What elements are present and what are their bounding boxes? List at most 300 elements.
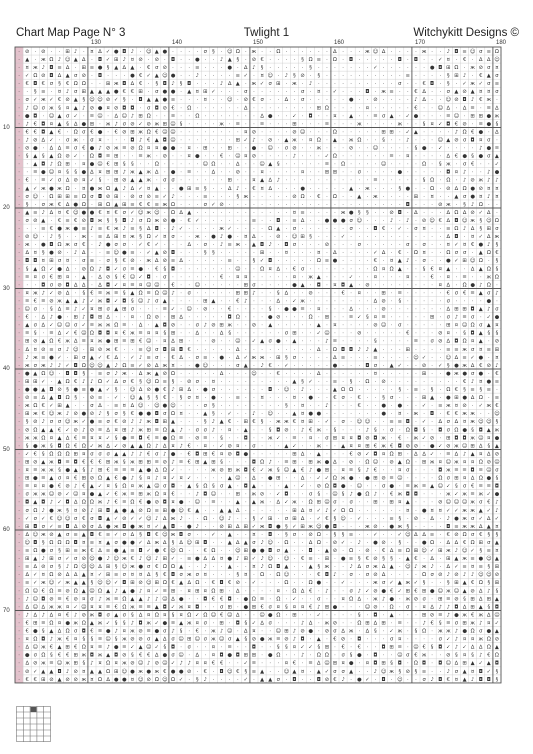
stitch-cell-symbol: · [383,492,385,498]
stitch-cell-symbol: ¤ [301,604,305,610]
stitch-cell-symbol: ● [341,218,346,224]
stitch-cell-symbol: · [196,202,198,208]
stitch-cell-symbol: ▲ [58,113,62,119]
stitch-cell-symbol: € [430,266,433,272]
stitch-cell-symbol: · [196,347,198,353]
stitch-cell-symbol: · [439,129,441,135]
stitch-cell-symbol: · [277,105,279,111]
stitch-cell-symbol: · [229,129,231,135]
stitch-cell-symbol: · [342,129,344,135]
stitch-cell-symbol: ● [106,524,111,530]
stitch-cell-symbol: € [188,460,191,466]
stitch-cell-symbol: · [294,427,296,433]
stitch-cell-symbol: ◘ [317,282,321,288]
stitch-cell-symbol: · [261,347,263,353]
stitch-cell-symbol: ⊘ [438,331,442,337]
stitch-cell-symbol: § [26,266,29,272]
stitch-cell-symbol: · [399,572,401,578]
stitch-cell-symbol: ж [130,564,135,570]
stitch-cell-symbol: · [286,435,288,441]
stitch-cell-symbol: · [245,500,247,506]
stitch-cell-symbol: · [439,170,441,176]
stitch-cell-symbol: ⊞ [292,451,296,457]
stitch-cell-symbol: ⊘ [470,178,474,184]
stitch-cell-symbol: ∆ [113,355,118,361]
stitch-cell-symbol: · [204,532,206,538]
stitch-cell-symbol: · [261,532,263,538]
stitch-cell-symbol: · [423,210,425,216]
stitch-cell-symbol: ● [211,234,216,240]
stitch-cell-symbol: · [310,210,312,216]
stitch-cell-symbol: § [131,612,134,618]
stitch-cell-symbol: ▲ [276,226,280,232]
stitch-cell-symbol: ▲ [106,89,110,95]
stitch-cell-symbol: ⊘ [163,218,167,224]
stitch-cell-symbol: · [294,97,296,103]
stitch-cell-symbol: · [294,186,296,192]
stitch-cell-symbol: ● [146,468,151,474]
stitch-cell-symbol: ⊞ [454,395,458,401]
stitch-cell-symbol: ◘ [252,645,256,651]
stitch-cell-symbol: ☺ [49,491,54,498]
stitch-cell-symbol: · [213,516,215,522]
stitch-cell-symbol: ◘ [41,282,45,288]
stitch-cell-symbol: · [294,49,296,55]
stitch-cell-symbol: · [439,516,441,522]
stitch-cell-symbol: ж [130,629,135,635]
stitch-cell-symbol: ≡ [260,121,264,127]
stitch-cell-symbol: · [431,49,433,55]
stitch-cell-symbol: ● [171,146,176,152]
stitch-cell-symbol: · [431,355,433,361]
stitch-cell-symbol: σ [447,476,451,482]
stitch-cell-symbol: · [407,194,409,200]
stitch-cell-symbol: · [253,307,255,313]
stitch-cell-symbol: ¤ [123,403,127,409]
stitch-cell-symbol: ж [462,612,467,618]
stitch-cell-symbol: § [285,604,288,610]
stitch-cell-symbol: ● [90,162,95,168]
stitch-cell-symbol: · [67,234,69,240]
stitch-cell-symbol: · [221,339,223,345]
stitch-cell-symbol: ⊘ [252,57,256,63]
stitch-cell-symbol: σ [341,395,345,401]
stitch-cell-symbol: · [375,57,377,63]
stitch-cell-symbol: ⊘ [195,435,199,441]
stitch-cell-symbol: ⊘ [25,669,29,675]
stitch-cell-symbol: ♪ [42,556,45,562]
stitch-cell-symbol: · [26,170,28,176]
stitch-cell-symbol: ▲ [284,484,288,490]
stitch-cell-symbol: · [415,604,417,610]
stitch-cell-symbol: ¤ [244,129,248,135]
stitch-cell-symbol: · [375,645,377,651]
stitch-cell-symbol: · [399,97,401,103]
stitch-cell-symbol: ¤ [252,178,256,184]
stitch-cell-symbol: ¤ [252,532,256,538]
stitch-cell-symbol: · [188,121,190,127]
stitch-cell-symbol: · [123,355,125,361]
stitch-cell-symbol: · [294,258,296,264]
stitch-cell-symbol: ▲ [398,266,402,272]
stitch-cell-symbol: ¤ [422,226,426,232]
stitch-cell-symbol: Ω [430,540,434,546]
stitch-cell-symbol: ✓ [406,129,410,135]
stitch-cell-symbol: · [391,138,393,144]
stitch-cell-symbol: ⊞ [106,572,110,578]
stitch-cell-symbol: ¤ [123,234,127,240]
stitch-cell-symbol: ж [454,371,459,377]
stitch-cell-symbol: · [286,258,288,264]
stitch-cell-symbol: ⊘ [163,65,167,71]
stitch-cell-symbol: · [229,460,231,466]
stitch-cell-symbol: · [367,138,369,144]
stitch-cell-symbol: ▲ [228,57,232,63]
stitch-cell-symbol: § [212,484,215,490]
stitch-cell-symbol: · [383,121,385,127]
stitch-cell-symbol: Ω [49,339,53,345]
stitch-cell-symbol: · [196,242,198,248]
stitch-cell-symbol: · [310,49,312,55]
stitch-cell-symbol: ◘ [398,443,402,449]
stitch-cell-symbol: ∆ [332,250,337,256]
stitch-cell-symbol: · [204,653,206,659]
stitch-cell-symbol: · [188,113,190,119]
stitch-cell-symbol: ⊞ [25,524,29,530]
stitch-cell-symbol: ▲ [317,274,321,280]
stitch-cell-symbol: ж [341,210,346,216]
stitch-cell-symbol: · [391,242,393,248]
stitch-cell-symbol: ✓ [284,500,288,506]
stitch-cell-symbol: ▲ [58,677,62,683]
stitch-cell-symbol: · [42,307,44,313]
stitch-cell-symbol: ● [470,186,475,192]
stitch-cell-symbol: € [430,274,433,280]
stitch-cell-symbol: · [180,113,182,119]
stitch-cell-symbol: · [439,242,441,248]
stitch-cell-symbol: σ [358,170,362,176]
stitch-cell-symbol: ⊘ [122,419,126,425]
stitch-cell-symbol: ▲ [220,508,224,514]
stitch-cell-symbol: § [245,669,248,675]
stitch-cell-symbol: · [302,580,304,586]
stitch-cell-symbol: ✓ [308,645,312,651]
stitch-cell-symbol: ¤ [139,572,143,578]
stitch-cell-symbol: · [188,323,190,329]
stitch-cell-symbol: σ [495,73,499,79]
stitch-cell-symbol: ж [470,524,475,530]
stitch-cell-symbol: ♪ [115,629,118,635]
stitch-cell-symbol: ◘ [268,387,272,393]
stitch-cell-symbol: ¤ [228,427,232,433]
stitch-cell-symbol: ≡ [49,331,53,337]
stitch-cell-symbol: σ [106,451,110,457]
stitch-cell-symbol: · [204,178,206,184]
stitch-cell-symbol: ⊘ [211,339,215,345]
stitch-cell-symbol: · [391,105,393,111]
stitch-cell-symbol: σ [479,629,483,635]
stitch-cell-symbol: ∆ [300,218,305,224]
stitch-cell-symbol: ☺ [73,491,78,498]
stitch-cell-symbol: · [269,669,271,675]
stitch-cell-symbol: ¤ [333,323,337,329]
stitch-cell-symbol: ✓ [373,65,377,71]
stitch-cell-symbol: ⊘ [462,403,466,409]
stitch-cell-symbol: ¤ [471,339,475,345]
stitch-cell-symbol: · [188,500,190,506]
stitch-cell-symbol: ♪ [98,146,101,152]
stitch-cell-symbol: ⊞ [470,604,474,610]
stitch-cell-symbol: σ [447,299,451,305]
stitch-cell-symbol: σ [447,89,451,95]
stitch-cell-symbol: · [383,460,385,466]
stitch-cell-symbol: ▲ [122,451,126,457]
stitch-cell-symbol: σ [439,637,443,643]
stitch-cell-symbol: § [42,154,45,160]
stitch-cell-symbol: · [439,49,441,55]
stitch-cell-symbol: ⊘ [106,194,110,200]
stitch-cell-symbol: ◘ [236,653,240,659]
stitch-cell-symbol: ¤ [309,508,313,514]
stitch-cell-symbol: σ [463,138,467,144]
stitch-cell-symbol: · [213,347,215,353]
stitch-cell-symbol: · [480,315,482,321]
stitch-cell-symbol: ✓ [276,435,280,441]
stitch-cell-symbol: ▲ [114,307,118,313]
stitch-cell-symbol: ☺ [162,531,167,538]
stitch-cell-symbol: · [302,258,304,264]
stitch-cell-symbol: ⊞ [268,516,272,522]
stitch-cell-symbol: · [277,363,279,369]
stitch-cell-symbol: ⊘ [82,556,86,562]
stitch-cell-symbol: ▲ [98,89,102,95]
stitch-cell-symbol: ж [462,411,467,417]
stitch-cell-symbol: ◘ [41,637,45,643]
stitch-cell-symbol: ● [495,170,500,176]
stitch-cell-symbol: · [367,218,369,224]
stitch-cell-symbol: ♪ [50,363,53,369]
stitch-cell-symbol: § [277,162,280,168]
stitch-cell-symbol: ◘ [82,629,86,635]
stitch-cell-symbol: ● [41,170,46,176]
stitch-cell-symbol: € [479,73,482,79]
stitch-cell-symbol: ▲ [114,451,118,457]
page-position-thumbnail [16,706,51,742]
stitch-cell-symbol: € [471,162,474,168]
stitch-cell-symbol: ✓ [33,669,37,675]
stitch-cell-symbol: ☺ [81,563,86,570]
stitch-cell-symbol: ∆ [486,234,491,240]
stitch-cell-symbol: ● [33,476,38,482]
stitch-cell-symbol: · [342,403,344,409]
stitch-cell-symbol: ≡ [487,548,491,554]
stitch-cell-symbol: · [115,73,117,79]
stitch-cell-symbol: σ [34,363,38,369]
stitch-cell-symbol: ⊞ [130,339,134,345]
stitch-cell-symbol: · [269,170,271,176]
stitch-cell-symbol: · [245,226,247,232]
stitch-cell-symbol: · [375,89,377,95]
stitch-cell-symbol: ☺ [154,281,159,288]
stitch-cell-symbol: ◘ [252,460,256,466]
stitch-cell-symbol: · [261,451,263,457]
stitch-cell-symbol: ≡ [98,290,102,296]
stitch-cell-symbol: ≡ [349,468,353,474]
stitch-cell-symbol: σ [293,532,297,538]
stitch-cell-symbol: ● [163,403,168,409]
stitch-cell-symbol: Ω [309,57,313,63]
stitch-cell-symbol: Ω [49,194,53,200]
stitch-cell-symbol: ⊞ [74,661,78,667]
stitch-cell-symbol: ⊘ [114,105,118,111]
stitch-cell-symbol: ▲ [260,178,264,184]
stitch-cell-symbol: · [415,299,417,305]
stitch-cell-symbol: € [374,258,377,264]
stitch-cell-symbol: · [229,170,231,176]
stitch-cell-symbol: ✓ [114,516,118,522]
stitch-cell-symbol: ∆ [170,339,175,345]
stitch-cell-symbol: ∆ [470,266,475,272]
stitch-cell-symbol: · [407,435,409,441]
stitch-cell-symbol: ☺ [478,571,483,578]
stitch-cell-symbol: ☺ [33,104,38,111]
stitch-cell-symbol: § [261,65,264,71]
stitch-cell-symbol: · [302,138,304,144]
stitch-cell-symbol: · [245,202,247,208]
stitch-cell-symbol: ¤ [447,331,451,337]
stitch-cell-symbol: σ [349,500,353,506]
stitch-cell-symbol: ♪ [220,234,223,240]
stitch-cell-symbol: ≡ [470,290,474,296]
stitch-cell-symbol: ∆ [421,532,426,538]
stitch-cell-symbol: · [18,194,20,200]
stitch-cell-symbol: Ω [122,484,126,490]
stitch-cell-symbol: ▲ [495,596,499,602]
stitch-cell-symbol: ⊘ [479,65,483,71]
stitch-cell-symbol: ж [98,323,103,329]
stitch-cell-symbol: ◘ [357,637,361,643]
stitch-cell-symbol: ¤ [252,629,256,635]
stitch-cell-symbol: ⊘ [438,500,442,506]
stitch-cell-symbol: · [188,194,190,200]
stitch-cell-symbol: · [245,113,247,119]
stitch-cell-symbol: ≡ [398,419,402,425]
stitch-cell-symbol: · [229,250,231,256]
stitch-cell-symbol: σ [106,307,110,313]
stitch-cell-symbol: ✓ [357,315,361,321]
stitch-cell-symbol: · [253,395,255,401]
stitch-cell-symbol: ¤ [430,508,434,514]
stitch-cell-symbol: ● [65,468,70,474]
stitch-cell-symbol: ∆ [195,653,200,659]
stitch-cell-symbol: · [407,621,409,627]
stitch-cell-symbol: · [431,323,433,329]
stitch-cell-symbol: · [180,105,182,111]
stitch-cell-symbol: · [237,564,239,570]
stitch-cell-symbol: Ω [438,476,442,482]
stitch-cell-symbol: ☺ [97,362,102,369]
stitch-cell-symbol: ● [106,629,111,635]
stitch-cell-symbol: ♪ [139,355,142,361]
stitch-cell-symbol: · [367,339,369,345]
stitch-cell-symbol: ☺ [446,354,451,361]
stitch-cell-symbol: ⊞ [446,556,450,562]
stitch-cell-symbol: ж [252,492,257,498]
stitch-cell-symbol: ∆ [97,548,102,554]
stitch-cell-symbol: · [253,331,255,337]
stitch-cell-symbol: · [269,129,271,135]
stitch-cell-symbol: · [358,113,360,119]
stitch-cell-symbol: ¤ [90,307,94,313]
stitch-cell-symbol: ● [171,669,176,675]
stitch-cell-symbol: · [26,89,28,95]
stitch-cell-symbol: · [383,339,385,345]
stitch-cell-symbol: · [326,492,328,498]
stitch-cell-symbol: ◘ [430,81,434,87]
stitch-cell-symbol: ✓ [373,532,377,538]
stitch-cell-symbol: · [423,282,425,288]
stitch-cell-symbol: · [75,274,77,280]
stitch-cell-symbol: ▲ [82,274,86,280]
stitch-cell-symbol: ● [90,387,95,393]
stitch-cell-symbol: ● [252,548,257,554]
stitch-cell-symbol: ♪ [455,629,458,635]
stitch-cell-symbol: ● [373,540,378,546]
stitch-cell-symbol: · [18,178,20,184]
stitch-cell-symbol: · [423,492,425,498]
stitch-cell-symbol: ◘ [90,653,94,659]
stitch-cell-symbol: · [302,443,304,449]
stitch-cell-symbol: · [237,97,239,103]
stitch-cell-symbol: · [375,379,377,385]
stitch-cell-symbol: · [350,258,352,264]
stitch-cell-symbol: ✓ [90,443,94,449]
stitch-cell-symbol: · [391,468,393,474]
stitch-cell-symbol: σ [163,411,167,417]
stitch-cell-symbol: σ [390,395,394,401]
stitch-cell-symbol: ▲ [25,186,29,192]
stitch-cell-symbol: · [18,492,20,498]
stitch-cell-symbol: ☺ [462,322,467,329]
stitch-cell-symbol: · [277,661,279,667]
stitch-cell-symbol: ☺ [235,475,240,482]
stitch-cell-symbol: § [399,669,402,675]
stitch-cell-symbol: · [407,210,409,216]
stitch-cell-symbol: · [391,234,393,240]
stitch-cell-symbol: ж [171,516,176,522]
stitch-cell-symbol: · [334,266,336,272]
stitch-cell-symbol: · [334,315,336,321]
stitch-cell-symbol: ♪ [131,476,134,482]
stitch-cell-symbol: ⊘ [244,97,248,103]
stitch-cell-symbol: ⊞ [292,121,296,127]
stitch-cell-symbol: ¤ [196,89,200,95]
stitch-cell-symbol: ▲ [463,669,467,675]
stitch-cell-symbol: · [431,299,433,305]
stitch-cell-symbol: · [213,443,215,449]
stitch-cell-symbol: ж [25,363,30,369]
stitch-cell-symbol: ☺ [97,96,102,103]
stitch-cell-symbol: € [479,363,482,369]
stitch-cell-symbol: ж [41,532,46,538]
stitch-cell-symbol: · [277,129,279,135]
stitch-cell-symbol: ж [114,226,119,232]
stitch-cell-symbol: σ [228,637,232,643]
stitch-cell-symbol: § [496,258,499,264]
stitch-cell-symbol: ∆ [178,355,183,361]
stitch-cell-symbol: · [350,162,352,168]
stitch-cell-symbol: · [237,65,239,71]
